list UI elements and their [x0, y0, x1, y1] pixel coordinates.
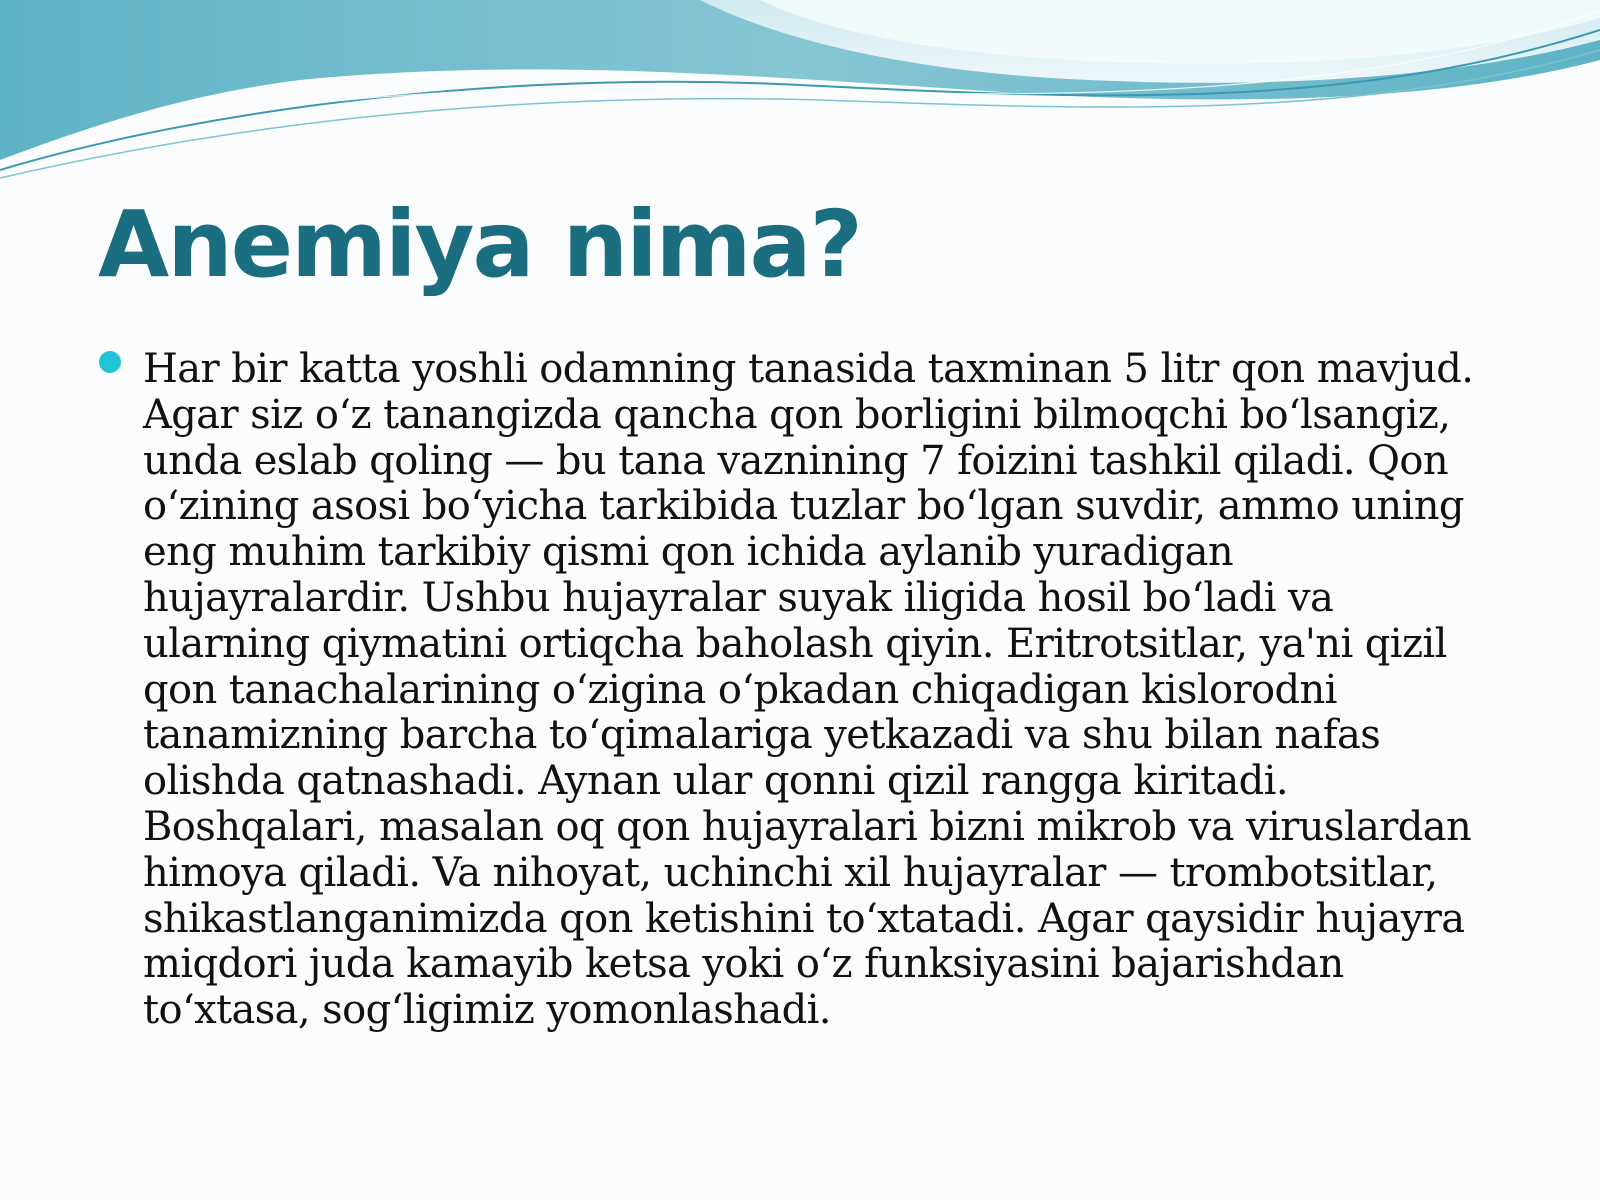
bullet-text: Har bir katta yoshli odamning tanasida taxminan 5 litr qon mavjud. Agar siz o‘z tanangizda qancha qon borligini bilmoqchi bo‘lsangiz, unda eslab qoling — bu tana vaznining 7 foizini tashkil qiladi. Qon o‘zining asosi bo‘yicha tarkibida tuzlar bo‘lgan suvdir, ammo uning eng muhim tarkibiy qismi qon ichida aylanib yuradigan hujayralardir. Ushbu hujayralar suyak iligida hosil bo‘ladi va ularning qiymatini ortiqcha baholash qiyin. Eritrotsitlar, ya'ni qizil qon tanachalarining o‘zigina o‘pkadan chiqadigan kislorodni tanamizning barcha to‘qimalariga yetkazadi va shu bilan nafas olishda qatnashadi. Aynan ular qonni qizil rangga kiritadi. Boshqalari, masalan oq qon hujayralari bizni mikrob va viruslardan himoya qiladi. Va nihoyat, uchinchi xil hujayralar — trombotsitlar, shikastlanganimizda qon ketishini to‘xtatadi. Agar qaysidir hujayra miqdori juda kamayib ketsa yoki o‘z funksiyasini bajarishdan to‘xtasa, sog‘ligimiz yomonlashadi.	[143, 346, 1474, 1034]
bullet-list	[95, 347, 1495, 1034]
bullet-item	[95, 347, 1495, 1034]
wave-decoration-icon	[0, 0, 1600, 200]
circle-bullet-icon	[99, 351, 121, 373]
slide-title: Anemiya nima?	[98, 191, 861, 298]
